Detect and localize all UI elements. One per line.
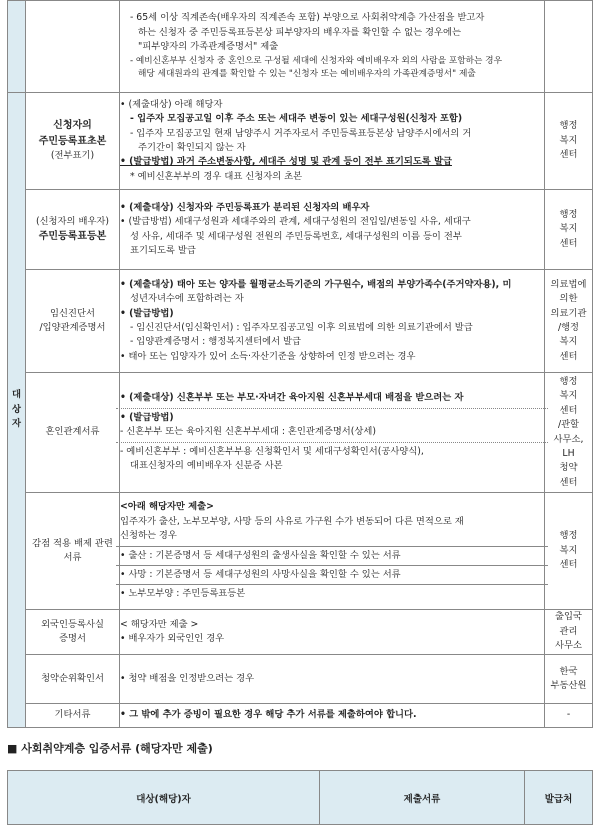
- issuer-cell: 행정 복지 센터: [545, 190, 593, 270]
- dotted-divider: [116, 408, 548, 409]
- issuer-cell: 의료법에 의한 의료기관 /행정 복지 센터: [545, 270, 593, 373]
- doc-label: (신청자의 배우자) 주민등록표등본: [26, 190, 120, 270]
- column-header: 대상(해당)자: [8, 771, 320, 825]
- row-divider: [116, 584, 548, 585]
- doc-label: 청약순위확인서: [26, 655, 120, 704]
- row-content: • (제출대상) 아래 해당자 - 입주자 모집공고일 이후 주소 또는 세대주 변동이 있는 세대구성원(신청자 포함) - 입주자 모집공고일 현재 남양주시 거주자로서 주민등록표등본상 남양주시에서의 거 주기간이 확인되지 않는 자 • (발급방법) 과거 주소변동사항, 세대주 성명 및 관계 등이 전부 표기되도록 발급 * 예비신혼부부의 경우 대표 신청자의 초본: [120, 93, 545, 190]
- doc-label: 임신진단서 /입양관계증명서: [26, 270, 120, 373]
- doc-label: 외국인등록사실 증명서: [26, 610, 120, 655]
- row-content: • (제출대상) 신혼부부 또는 부모·자녀간 육아지원 신혼부부세대 배점을 받으려는 자 • (발급방법) - 신혼부부 또는 육아지원 신혼부부세대 : 혼인관계증명서(상세) - 예비신혼부부 : 예비신혼부부용 신청확인서 및 세대구성확인서(공사양식), 대표신청자의 예비배우자 신분증 사본: [120, 373, 545, 493]
- vulnerable-class-table: [7, 770, 593, 825]
- doc-label: 혼인관계서류: [26, 373, 120, 493]
- documents-table: [7, 0, 593, 728]
- table-row: [8, 493, 593, 610]
- column-header: 제출서류: [320, 771, 525, 825]
- table-row: [8, 655, 593, 704]
- row-content: • 그 밖에 추가 증빙이 필요한 경우 해당 추가 서류를 제출하여야 합니다.: [120, 704, 545, 728]
- issuer-cell: 행정 복지 센터: [545, 493, 593, 610]
- table-row: [8, 373, 593, 493]
- issuer-cell: 한국 부동산원: [545, 655, 593, 704]
- table-row: [8, 1, 593, 93]
- row-content: < 해당자만 제출 > • 배우자가 외국인인 경우: [120, 610, 545, 655]
- section-title: ■ 사회취약계층 입증서류 (해당자만 제출): [7, 742, 213, 755]
- column-header: 발급처: [525, 771, 593, 825]
- doc-label: 신청자의 주민등록표초본 (전부표기): [26, 93, 120, 190]
- doc-label: 감점 적용 배제 관련 서류: [26, 493, 120, 610]
- dotted-divider: [116, 442, 548, 443]
- issuer-cell: 출입국 관리 사무소: [545, 610, 593, 655]
- table-row: [8, 190, 593, 270]
- issuer-cell: 행정 복지 센터 /관할 사무소, LH 청약 센터: [545, 373, 593, 493]
- row-content: - 65세 이상 직계존속(배우자의 직계존속 포함) 부양으로 사회취약계층 가산점을 받고자 하는 신청자 중 주민등록표등본상 피부양자의 배우자를 확인할 수 없는 경우에는 "피부양자의 가족관계증명서" 제출 - 예비신혼부부 신청자 중 혼인으로 구성될 세대에 신청자와 예비배우자 외의 사람을 포함하는 경우 해당 세대원과의 관계를 확인할 수 있는 "신청자 또는 예비배우자의 가족관계증명서" 제출: [120, 1, 545, 93]
- row-content: <아래 해당자만 제출> 입주자가 출산, 노부모부양, 사망 등의 사유로 가구원 수가 변동되어 다른 면적으로 재 신청하는 경우 • 출산 : 기본증명서 등 세대구성원의 출생사실을 확인할 수 있는 서류 • 사망 : 기본증명서 등 세대구성원의 사망사실을 확인할 수 있는 서류 • 노부모부양 : 주민등록표등본: [120, 493, 545, 610]
- row-divider: [116, 565, 548, 566]
- category-label: 대 상 자: [8, 93, 26, 728]
- table-row: [8, 704, 593, 728]
- table-row: [8, 93, 593, 190]
- issuer-cell: 행정 복지 센터: [545, 93, 593, 190]
- doc-label: 기타서류: [26, 704, 120, 728]
- row-content: • (제출대상) 신청자와 주민등록표가 분리된 신청자의 배우자 • (발급방법) 세대구성원과 세대주와의 관계, 세대구성원의 전입일/변동일 사유, 세대구 성 사유, 세대주 및 세대구성원 전원의 주민등록번호, 세대구성원의 이름 등이 전부 표기되도록 발급: [120, 190, 545, 270]
- issuer-cell: -: [545, 704, 593, 728]
- table-header-row: [8, 771, 593, 825]
- row-content: • 청약 배점을 인정받으려는 경우: [120, 655, 545, 704]
- row-content: • (제출대상) 태아 또는 양자를 월평균소득기준의 가구원수, 배점의 부양가족수(주거약자용), 미 성년자녀수에 포함하려는 자 • (발급방법) - 임신진단서(임신확인서) : 입주자모집공고일 이후 의료법에 의한 의료기관에서 발급 - 입양관계증명서 : 행정복지센터에서 발급 • 태아 또는 입양자가 있어 소득·자산기준을 상향하여 인정 받으려는 경우: [120, 270, 545, 373]
- table-row: [8, 610, 593, 655]
- table-row: [8, 270, 593, 373]
- row-divider: [116, 546, 548, 547]
